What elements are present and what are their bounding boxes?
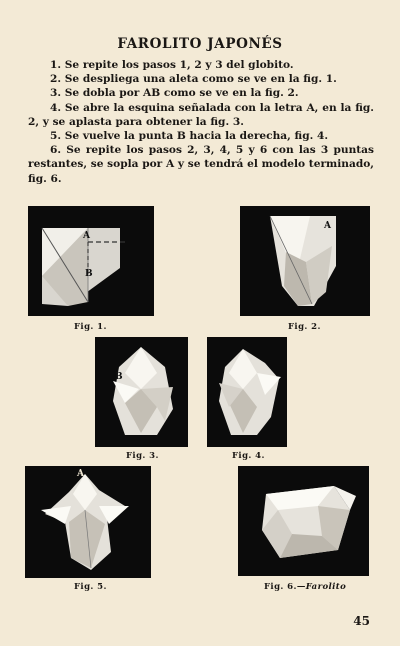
figure-6-caption-title: —Farolito (296, 582, 347, 592)
origami-fold-figure-1 (28, 206, 154, 316)
label-b: B (115, 372, 123, 382)
figure-2-photo (240, 206, 370, 316)
figure-1-photo (28, 206, 154, 316)
step-2: 2. Se despliega una aleta como se ve en la fig. 1. (50, 73, 337, 86)
label-a: A (324, 221, 331, 231)
figure-4-caption: Fig. 4. (232, 451, 265, 461)
origami-fold-figure-3 (95, 337, 188, 447)
figure-1-caption: Fig. 1. (74, 322, 107, 332)
instructions-list (28, 58, 374, 186)
step-4: 4. Se abre la esquina señalada con la letra A, en la fig. 2, y se aplasta para obtener la fig. 3. (28, 101, 374, 128)
origami-lantern-figure-6 (238, 466, 369, 576)
step-6: 6. Se repite los pasos 2, 3, 4, 5 y 6 con las 3 puntas restantes, se sopla por A y se tendrá el modelo terminado, fig. 6. (28, 144, 374, 185)
origami-fold-figure-2 (240, 206, 370, 316)
figure-6-caption (264, 582, 346, 592)
origami-fold-figure-4 (207, 337, 287, 447)
origami-fold-figure-5 (25, 466, 151, 578)
label-a: A (77, 469, 84, 479)
figure-5-photo (25, 466, 151, 578)
figure-3-caption: Fig. 3. (126, 451, 159, 461)
label-b: B (85, 269, 93, 279)
step-3: 3. Se dobla por AB como se ve en la fig. 2. (50, 87, 299, 100)
figure-6-photo (238, 466, 369, 576)
figure-5-caption: Fig. 5. (74, 582, 107, 592)
label-a: A (83, 231, 90, 241)
step-5: 5. Se vuelve la punta B hacia la derecha, fig. 4. (50, 130, 329, 143)
figure-6-caption-label: Fig. 6. (264, 582, 297, 592)
step-1: 1. Se repite los pasos 1, 2 y 3 del globito. (50, 59, 294, 71)
page-number: 45 (353, 614, 370, 628)
figure-2-caption: Fig. 2. (288, 322, 321, 332)
figure-3-photo (95, 337, 188, 447)
figure-4-photo (207, 337, 287, 447)
page-title: FAROLITO JAPONÉS (117, 36, 283, 52)
